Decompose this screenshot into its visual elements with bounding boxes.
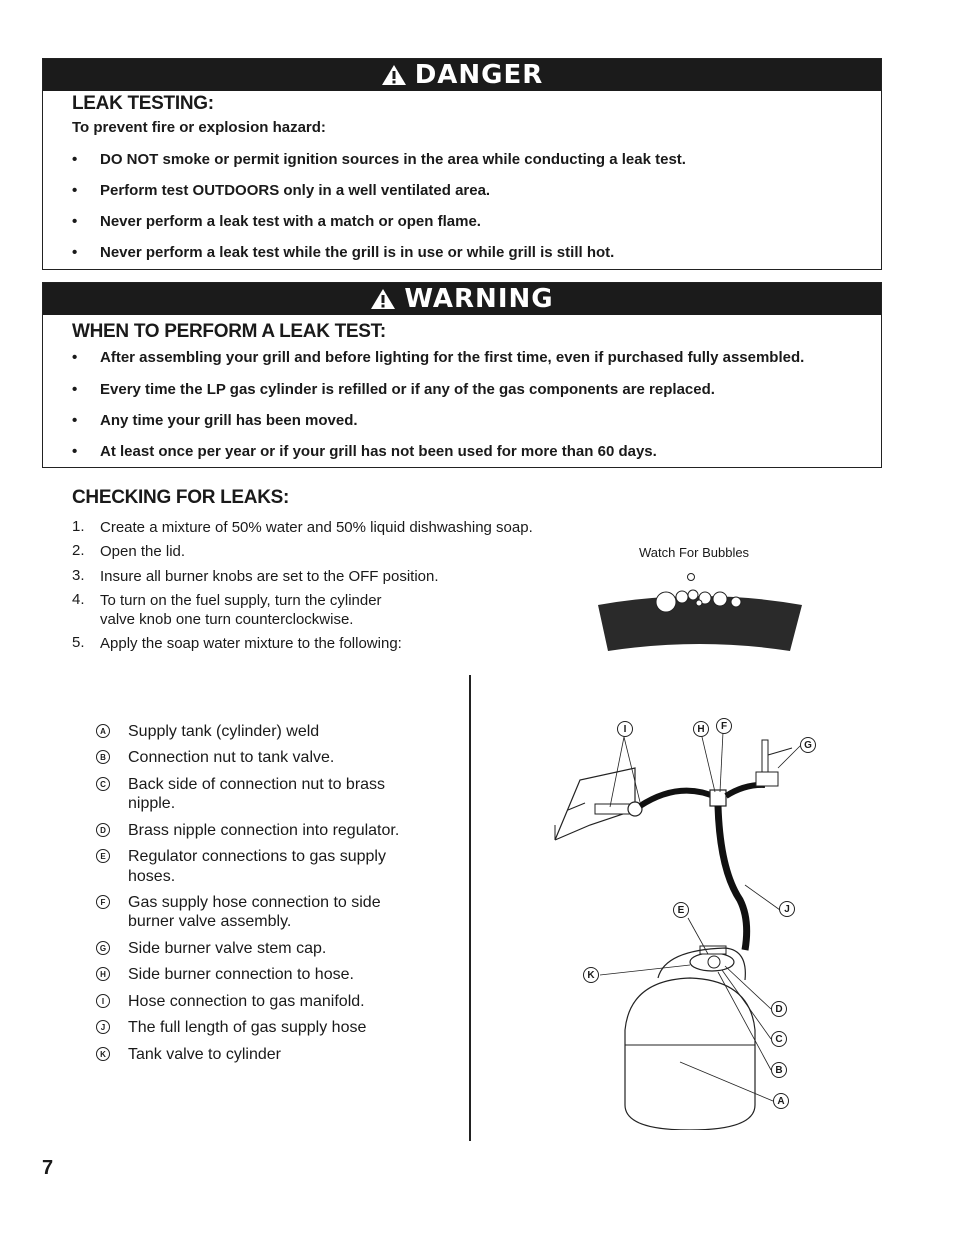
diagram-label-c: C [771,1031,787,1047]
diagram-label-g: G [800,737,816,753]
page-number: 7 [42,1157,54,1179]
watch-for-bubbles-label: Watch For Bubbles [639,545,750,560]
gas-connection-diagram [540,710,840,1130]
warning-banner-text: WARNING [404,284,554,314]
column-divider [469,675,471,1141]
diagram-label-j: J [779,901,795,917]
leak-testing-title: LEAK TESTING: [72,93,214,114]
diagram-label-d: D [771,1001,787,1017]
diagram-label-i: I [617,721,633,737]
diagram-label-f: F [716,718,732,734]
diagram-label-e: E [673,902,689,918]
danger-banner [43,59,881,91]
bubbles-illustration [590,565,810,660]
warning-box [42,282,882,468]
danger-banner-text: DANGER [414,60,544,90]
diagram-label-b: B [771,1062,787,1078]
when-to-test-title: WHEN TO PERFORM A LEAK TEST: [72,321,386,342]
diagram-label-a: A [773,1093,789,1109]
checking-title: CHECKING FOR LEAKS: [72,487,290,508]
diagram-label-k: K [583,967,599,983]
warning-triangle-icon [381,64,407,86]
warning-triangle-icon [370,288,396,310]
diagram-label-h: H [693,721,709,737]
warning-banner [43,283,881,315]
danger-intro: To prevent fire or explosion hazard: [72,119,326,136]
